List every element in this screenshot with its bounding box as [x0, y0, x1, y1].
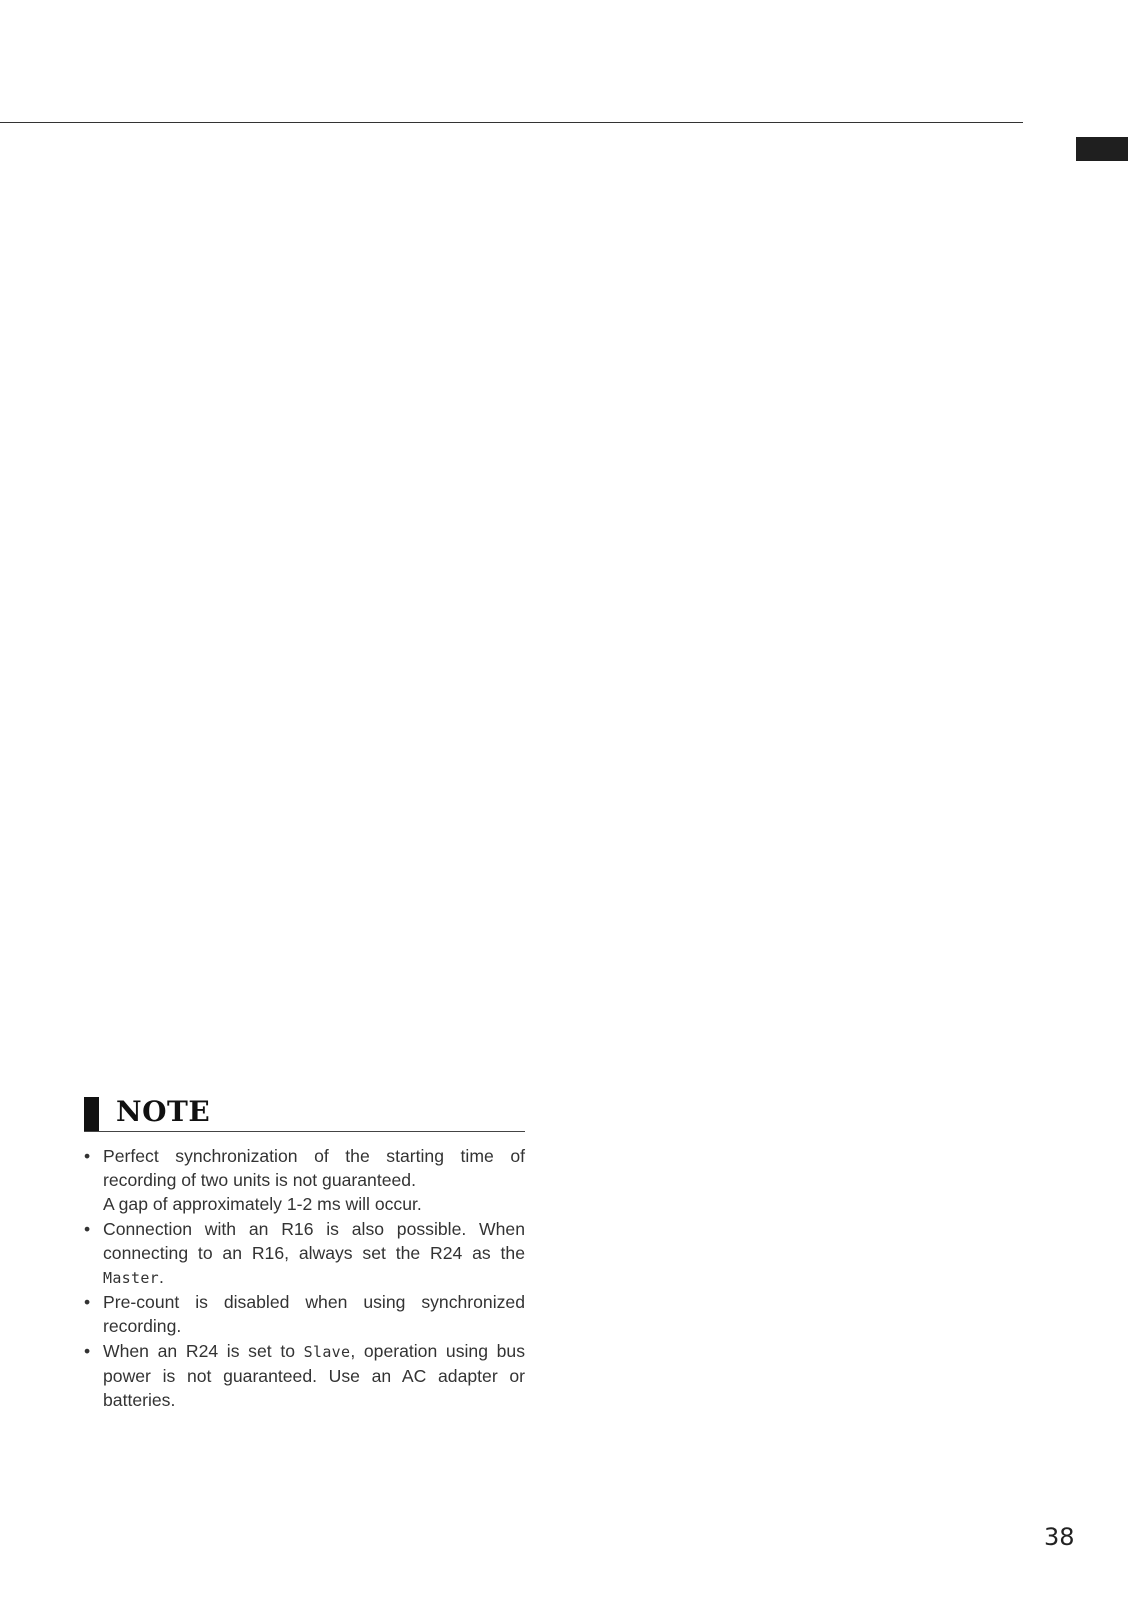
note-item-sync [84, 1144, 525, 1217]
note-title: NOTE [116, 1095, 211, 1128]
lcd-text-master: Master [103, 1269, 159, 1288]
page-number: 38 [1044, 1523, 1075, 1551]
note-item-text-end: . [159, 1267, 164, 1288]
note-item-text: Pre-count is disabled when using synchronized recording. [103, 1292, 525, 1337]
note-list [84, 1144, 525, 1412]
note-item-text: Connection with an R16 is also possible. When connecting to an R16, always set the R24 as the [103, 1218, 525, 1263]
note-item-r16 [84, 1217, 525, 1291]
note-item-extra: A gap of approximately 1-2 ms will occur. [103, 1194, 422, 1215]
lcd-text-slave: Slave [303, 1342, 351, 1361]
note-item-text: • Perfect synchronization of the starting time of recording of two units is not guaranteed. [103, 1146, 525, 1191]
note-bar-icon [84, 1097, 99, 1131]
note-item-text-end: , operation using bus power is not guaranteed. Use an AC adapter or batteries. [103, 1340, 526, 1411]
header-rule [0, 122, 1023, 123]
note-box [84, 1095, 525, 1412]
note-item-text: When an R24 is set to [103, 1340, 304, 1361]
note-item-bus-power [84, 1339, 525, 1413]
note-item-precount [84, 1290, 525, 1338]
section-tab-marker [1076, 137, 1128, 161]
note-header [84, 1095, 525, 1132]
